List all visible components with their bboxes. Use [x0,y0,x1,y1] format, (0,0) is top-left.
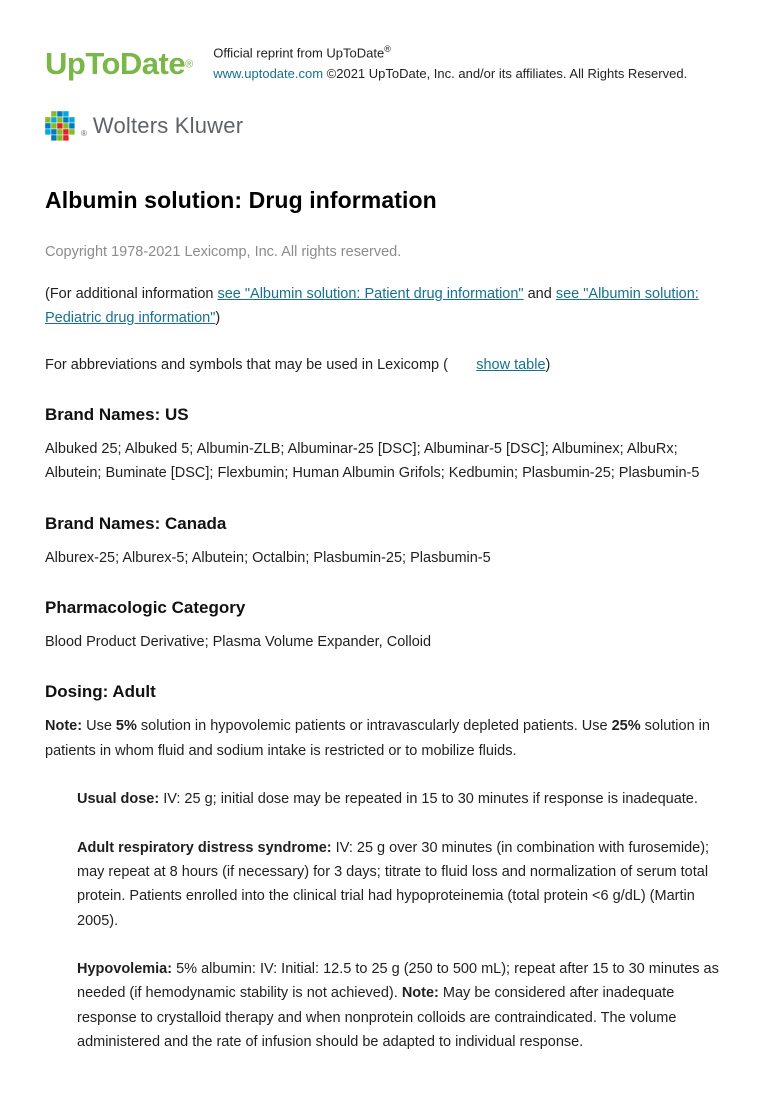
text-segment: and [523,285,556,302]
registered-mark: ® [81,128,87,138]
text-segment: Usual dose: [77,791,160,808]
masthead [45,42,723,141]
text-segment: ©2021 UpToDate, Inc. and/or its affiliates. All Rights Reserved. [323,66,688,82]
section-heading-dosing-adult: Dosing: Adult [45,682,156,702]
registered-mark: ® [185,58,194,71]
text-segment: (For additional information [45,285,218,302]
reprint-line-1 [213,42,687,64]
page-title: Albumin solution: Drug information [45,186,437,213]
text-segment: solution in patients in whom fluid and sodium intake is restricted or to mobilize fluids. [45,718,710,759]
text-segment: IV: 25 g over 30 minutes (in combination with furosemide); may repeat at 8 hours (if necessary) for 3 days; titrate to fluid loss and normalization of serum total protein. Patients enrolled into the clinical trial had hypoproteinemia (total protein <6 g/dL) (Martin 2005). [77,839,710,929]
brand-names-canada-body: Alburex-25; Alburex-5; Albutein; Octalbin; Plasbumin-25; Plasbumin-5 [45,549,491,566]
wolters-kluwer-globe-icon [45,111,75,141]
dosing-ards-paragraph [77,836,723,933]
section-heading-pharmacologic-category: Pharmacologic Category [45,598,246,618]
text-segment: 25% [611,718,641,735]
section-heading-brand-names-canada: Brand Names: Canada [45,513,227,533]
lexicomp-copyright: Copyright 1978-2021 Lexicomp, Inc. All rights reserved. [45,243,402,260]
patient-drug-information-link[interactable]: see "Albumin solution: Patient drug information" [217,285,524,302]
abbreviations-paragraph [45,353,723,377]
text-segment: Hypovolemia: [77,960,173,977]
text-segment: 5% albumin: IV: Initial: 12.5 to 25 g (250 to 500 mL); repeat after 15 to 30 minutes as needed (if hemodynamic stability is not achieved). [77,960,719,1002]
text-segment: May be considered after inadequate response to crystalloid therapy and when nonprotein colloids are contraindicated. The volume administered and the rate of infusion should be adapted to individual response. [77,985,677,1051]
text-segment: Note: [401,985,439,1002]
text-segment: Official reprint from UpToDate [213,45,385,61]
pediatric-drug-information-link[interactable]: see "Albumin solution: Pediatric drug information" [45,285,699,327]
logo-row [45,42,723,85]
text-segment: solution in hypovolemic patients or intravascularly depleted patients. Use [136,718,612,735]
wolters-kluwer-wordmark: Wolters Kluwer [92,112,244,138]
dosing-note-paragraph [45,714,723,763]
uptodate-logo [45,45,194,81]
text-segment: Adult respiratory distress syndrome: [77,839,332,856]
uptodate-logo-text: UpToDate [45,45,186,81]
text-segment: 5% [115,718,137,735]
text-segment: ® [384,44,391,54]
text-segment: ) [545,356,551,373]
uptodate-url-link[interactable]: www.uptodate.com [213,66,324,82]
show-table-link[interactable]: show table [476,356,546,373]
text-segment: IV: 25 g; initial dose may be repeated in 15 to 30 minutes if response is inadequate. [159,791,698,808]
reprint-info [213,42,687,85]
dosing-usual-dose-paragraph [77,787,723,811]
text-segment [448,357,476,373]
pharmacologic-category-body: Blood Product Derivative; Plasma Volume Expander, Colloid [45,634,432,651]
brand-names-us-body: Albuked 25; Albuked 5; Albumin-ZLB; Albuminar-25 [DSC]; Albuminar-5 [DSC]; Albuminex; AlbuRx; Albutein; Buminate [DSC]; Flexbumin; Human Albumin Grifols; Kedbumin; Plasbumin-25; Plasbumin-5 [45,441,700,482]
additional-info-paragraph [45,282,723,331]
text-segment: Note: [45,718,83,735]
dosing-hypovolemia-paragraph [77,957,723,1054]
text-segment: For abbreviations and symbols that may be used in Lexicomp ( [45,356,448,373]
text-segment: Use [82,718,116,735]
wolters-kluwer-logo [45,111,723,141]
reprint-line-2 [213,64,687,85]
text-segment: ) [215,310,221,327]
section-heading-brand-names-us: Brand Names: US [45,405,189,424]
